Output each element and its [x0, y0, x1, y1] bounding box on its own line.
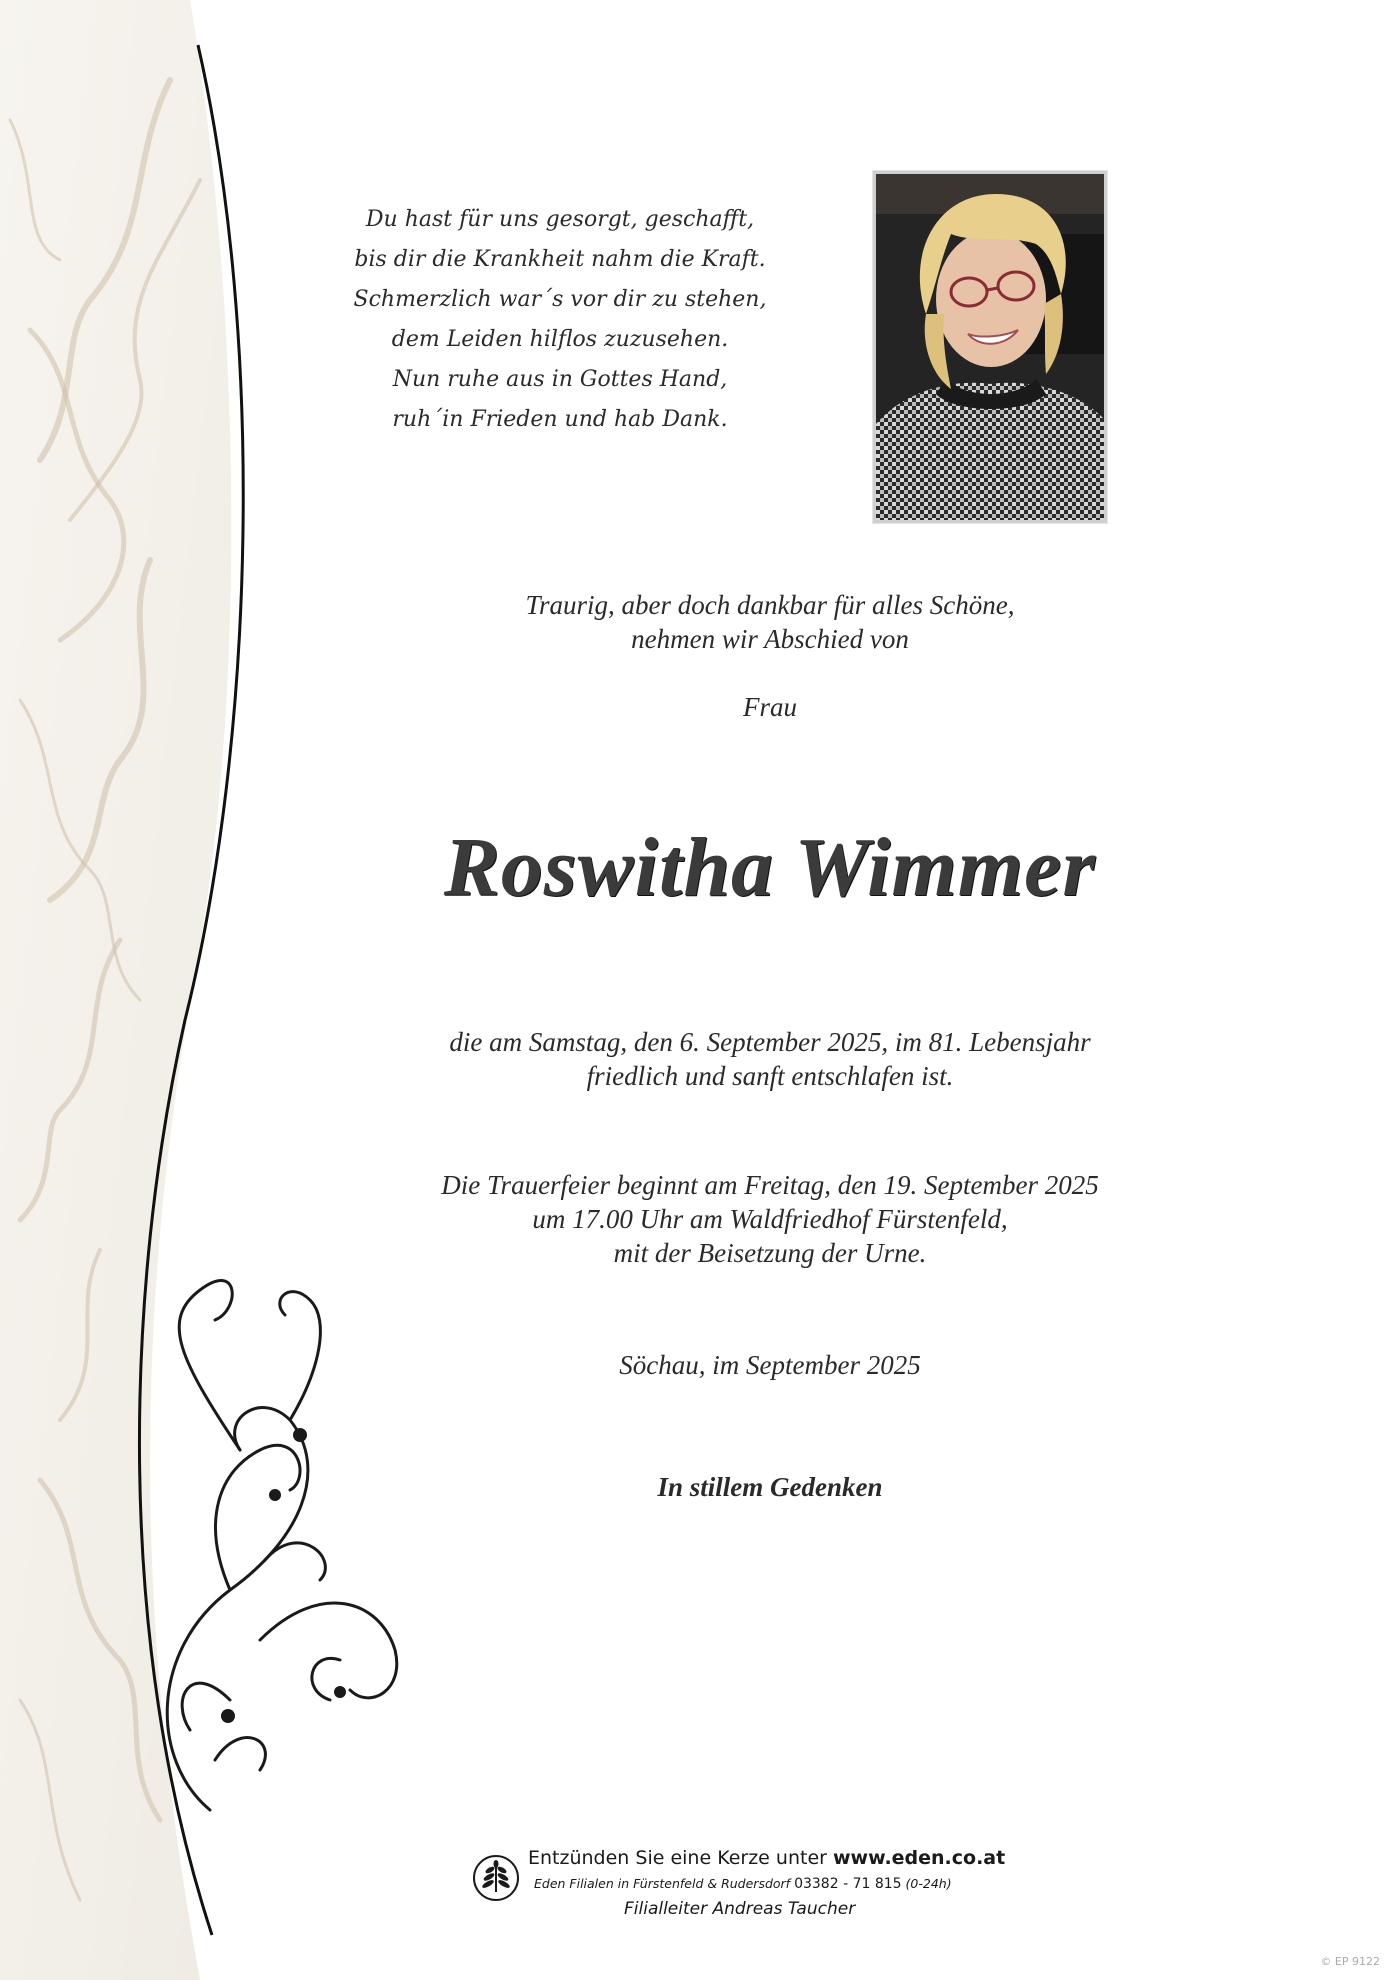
poem-line: bis dir die Krankheit nahm die Kraft. — [354, 247, 766, 272]
candle-line — [528, 1844, 1008, 1872]
manager-line: Filialleiter Andreas Taucher — [624, 1899, 856, 1919]
eden-tree-logo-icon — [472, 1854, 520, 1902]
intro-line-1: Traurig, aber doch dankbar für alles Schöne, — [525, 590, 1015, 620]
memory-line: In stillem Gedenken — [657, 1472, 883, 1502]
salutation: Frau — [743, 692, 797, 722]
branches-line — [528, 1872, 1008, 1896]
print-code: © EP 9122 — [1320, 1955, 1380, 1968]
poem-line: Nun ruhe aus in Gottes Hand, — [392, 367, 728, 392]
candle-text: Entzünden Sie eine Kerze unter — [528, 1847, 827, 1869]
death-notice — [360, 1025, 1180, 1093]
website-link[interactable]: www.eden.co.at — [833, 1847, 1006, 1869]
death-line-1: die am Samstag, den 6. September 2025, im 81. Lebensjahr — [449, 1027, 1091, 1057]
intro-text — [360, 588, 1180, 656]
deceased-name: Roswitha Wimmer — [443, 821, 1097, 914]
poem — [300, 200, 820, 440]
portrait-photo — [873, 171, 1107, 523]
ceremony-line-2: um 17.00 Uhr am Waldfriedhof Fürstenfeld, — [532, 1204, 1008, 1234]
intro-line-2: nehmen wir Abschied von — [631, 624, 909, 654]
poem-line: dem Leiden hilflos zuzusehen. — [391, 327, 729, 352]
branches-text: Eden Filialen in Fürstenfeld & Rudersdorf — [534, 1876, 791, 1891]
ceremony-line-3: mit der Beisetzung der Urne. — [613, 1238, 927, 1268]
phone-hours: (0-24h) — [905, 1876, 952, 1891]
place-date: Söchau, im September 2025 — [619, 1350, 921, 1380]
ceremony-line-1: Die Trauerfeier beginnt am Freitag, den 19. September 2025 — [441, 1170, 1099, 1200]
ceremony-info — [360, 1168, 1180, 1270]
poem-line: Du hast für uns gesorgt, geschafft, — [365, 207, 755, 232]
phone-number: 03382 - 71 815 — [794, 1876, 902, 1892]
death-line-2: friedlich und sanft entschlafen ist. — [586, 1061, 954, 1091]
poem-line: ruh´in Frieden und hab Dank. — [392, 407, 728, 432]
poem-line: Schmerzlich war´s vor dir zu stehen, — [353, 287, 767, 312]
